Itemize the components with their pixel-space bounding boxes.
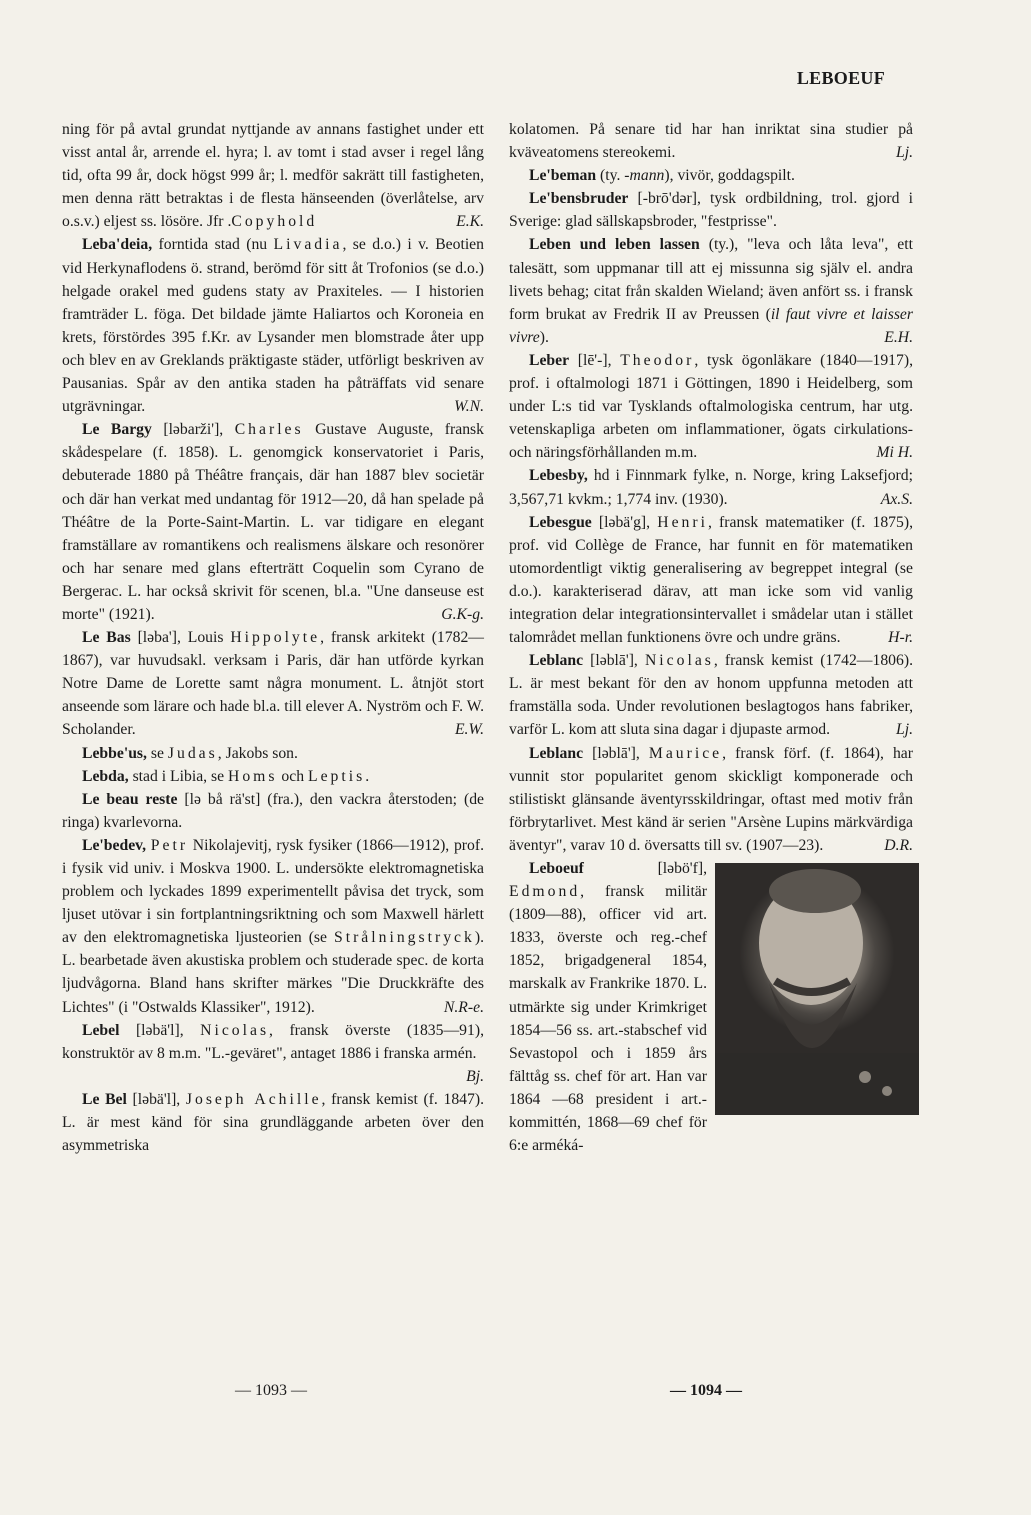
entry-spaced-name: Joseph Achille <box>185 1090 322 1108</box>
entry-text: , fransk kemist (1742—1806). L. är mest bekant för den av honom uppfunna metoden att framställa soda. Under revolutionen beslagtogos hans fabriker, varför L. kom att sluta sina dagar i djupaste armod. <box>509 652 914 739</box>
entry-text: se <box>146 744 168 762</box>
entry-text: [lə bå rä'st] (fra.), den vackra återstoden; (de ringa) kvarlevorna. <box>62 790 484 831</box>
entry-text: [ləblā'], <box>583 652 645 670</box>
encyclopedia-entry <box>509 233 913 348</box>
entry-text: , Jakobs son. <box>217 744 298 762</box>
entry-headword: Le Bas <box>82 629 131 647</box>
entry-text: forntida stad (nu <box>152 236 274 254</box>
encyclopedia-entry <box>62 118 484 233</box>
encyclopedia-entry <box>509 742 913 857</box>
entry-text: [ləbarži'], <box>151 421 235 439</box>
entry-spaced-name: Strålningstryck <box>333 929 475 947</box>
entry-spaced-name: Hippolyte <box>230 629 321 647</box>
entry-spaced-name: Edmond <box>509 883 581 901</box>
entry-spaced-name: Livadia <box>273 236 343 254</box>
entry-text: , fransk militär (1809—88), officer vid art. 1833, överste och reg.-chef 1852, brigadgeneral 1854, marskalk av Frankrike 1870. L. utmärkte sig under Krimkriget 1854—56 ss. art.-stabschef vid Sevastopol och i 1859 års fälttåg ss. chef för art. Han var 1864 —68 president i art.-kommittén, 1868—69 chef för 6:e arméká- <box>509 883 707 1155</box>
entry-headword: Le Bel <box>82 1090 127 1108</box>
entry-text: [-brō'dər], tysk ordbildning, trol. gjord i Sverige: glad sällskapsbroder, "festprisse". <box>509 190 913 231</box>
entry-text: [ləba'], Louis <box>130 629 231 647</box>
entry-signature: Mi H. <box>876 444 913 462</box>
entry-text: (ty. <box>596 167 625 185</box>
right-column <box>509 118 913 1157</box>
encyclopedia-entry <box>62 765 484 788</box>
entry-text: , fransk kemist (f. 1847). L. är mest känd för sina grundläggande arbeten över den asymmetriska <box>62 1090 485 1155</box>
entry-headword: Leben und leben lassen <box>529 236 700 254</box>
entry-signature: H-r. <box>888 629 913 647</box>
entry-headword: Le'bensbruder <box>529 190 629 208</box>
entry-text: [ləbä'l], <box>119 1021 201 1039</box>
encyclopedia-entry <box>509 349 913 464</box>
entry-signature: W.N. <box>454 398 484 416</box>
page-number-right: — 1094 — <box>670 1382 742 1399</box>
entry-text: , tysk ögonläkare (1840—1917), prof. i oftalmologi 1871 i Göttingen, 1890 i Heidelberg, som under L:s tid var Tysklands oftalmologiska centrum, har utg. vetenskapliga arbeten om inflammationer, ögats cirkulations- och näringsförhållanden m.m. <box>509 351 913 462</box>
entry-spaced-name: Nicolas <box>644 652 714 670</box>
entry-signature: Bj. <box>466 1067 484 1085</box>
entry-text: [lē'-], <box>569 351 621 369</box>
entry-signature: Ax.S. <box>880 490 913 508</box>
entry-spaced-name: Charles <box>234 421 304 439</box>
encyclopedia-entry <box>62 233 484 418</box>
entry-headword: Leba'deia, <box>82 236 153 254</box>
encyclopedia-entry <box>62 788 484 834</box>
encyclopedia-entry <box>509 118 913 164</box>
entry-signature: N.R-e. <box>443 998 484 1016</box>
running-header: LEBOEUF <box>796 68 885 88</box>
entry-text: , fransk förf. (f. 1864), har vunnit stor popularitet genom skickligt komponerade och stilistiskt glänsande äventyrsskildringar, oftast med motiv från förbrytarlivet. Mest känd är serien "Arsène Lupins märkvärdiga äventyr", varav 10 d. översatts till sv. (1907—23). <box>509 744 913 854</box>
encyclopedia-entry <box>62 1088 484 1157</box>
entry-signature: E.K. <box>456 213 484 231</box>
entry-italic: il faut vivre et laisser vivre <box>509 305 913 346</box>
entry-headword: Leboeuf <box>529 860 584 877</box>
entry-text: ). L. bearbetade även akustiska problem och studerade spec. de korta ljudvågorna. Bland hans skrifter märkes "Die Druckkräfte des Lichtes" (i "Ostwalds Klassiker", 1912). <box>62 929 484 1016</box>
entry-spaced-name: Maurice <box>648 744 723 762</box>
entry-text: [ləbö'f], <box>583 860 707 877</box>
entry-italic: -mann <box>624 167 665 185</box>
entry-text: [ləbä'l], <box>126 1090 186 1108</box>
entry-signature: E.H. <box>884 328 913 346</box>
page-number-left: — 1093 — <box>235 1382 307 1399</box>
entry-headword: Leber <box>529 351 570 369</box>
encyclopedia-entry <box>509 164 913 187</box>
entry-spaced-name: Leptis <box>307 767 366 785</box>
entry-headword: Lebel <box>82 1021 120 1039</box>
entry-headword: Lebbe'us, <box>82 744 147 762</box>
entry-text: [ləblā'], <box>583 744 649 762</box>
entry-signature: E.W. <box>454 721 484 739</box>
encyclopedia-entry <box>509 857 913 1157</box>
entry-text: . <box>227 213 232 231</box>
encyclopedia-entry <box>62 834 484 1019</box>
entry-headword: Lebesgue <box>529 513 592 531</box>
entry-spaced-name: Homs <box>228 767 278 785</box>
entry-spaced-name: Copyhold <box>231 213 318 231</box>
entry-text: , fransk matematiker (f. 1875), prof. vid Collège de France, har funnit en för matematiken utomordentligt viktig generalisering av begreppet integral (se d.o.). karakteriserad därav, att man icke som vid vanlig integration delar integrationsintervallet i smådelar utan i stället talområdet mellan funktionens övre och undre gräns. <box>509 513 913 647</box>
entry-spaced-name: Theodor <box>620 351 695 369</box>
entry-text: Nikolajevitj, rysk fysiker (1866—1912), prof. i fysik vid univ. i Moskva 1900. L. undersökte elektromagnetiska problem och lyckades 1899 experimentellt påvisa det tryck, som ljuset utövar i sin fortplantningsriktning och som Maxwell härlett av den elektromagnetiska ljusteorien (se <box>62 836 485 947</box>
portrait-photo <box>715 863 919 1115</box>
entry-text: hd i Finnmark fylke, n. Norge, kring Laksefjord; 3,567,71 kvkm.; 1,774 inv. (1930). <box>509 467 913 508</box>
encyclopedia-entry <box>62 418 484 626</box>
entry-spaced-name: Petr <box>150 836 189 854</box>
encyclopedia-entry <box>509 464 913 510</box>
entry-headword: Le Bargy <box>82 421 152 439</box>
entry-headword: Lebesby, <box>529 467 588 485</box>
entry-spaced-name: Nicolas <box>200 1021 270 1039</box>
encyclopedia-entry <box>509 649 913 741</box>
entry-text: ), vivör, goddagspilt. <box>664 167 795 185</box>
encyclopedia-entry <box>62 626 484 741</box>
entry-headword: Leblanc <box>529 744 584 762</box>
entry-text: , fransk överste (1835—91), konstruktör av 8 m.m. "L.-geväret", antaget 1886 i franska armén. <box>62 1021 485 1062</box>
entry-signature: Lj. <box>895 144 913 162</box>
entry-signature: G.K-g. <box>441 605 484 623</box>
entry-headword: Leblanc <box>529 652 584 670</box>
entry-text: Gustave Auguste, fransk skådespelare (f. 1858). L. genomgick konservatoriet i Paris, debuterade 1880 på Théâtre français, där han 1887 blev societär och där han verkat med undantag för 1912—20, då han spelade på Théâtre de la Porte-Saint-Martin. L. var tidigare en elegant framställare av romantikens och realismens älskare och resonörer och har senare med glans efterträtt Coquelin som Cyrano de Bergerac. L. har också skrivit för scenen, bl.a. "Une danseuse est morte" (1921). <box>62 421 485 623</box>
entry-text: ). <box>539 328 549 346</box>
entry-signature: D.R. <box>884 836 913 854</box>
encyclopedia-entry <box>509 187 913 233</box>
entry-text: och <box>277 767 308 785</box>
entry-text: , se d.o.) i v. Beotien vid Herkynaflodens ö. strand, berömd för sitt åt Trofonios (se d.o.) helgade orakel med gudens staty av Praxiteles. — I historien framträder L. föga. Det bildade jämte Haliartos och Koroneia en krets, förstördes 395 f.Kr. av Lysander men blomstrade åter upp och blev en av Greklands präktigaste städer, utförligt beskriven av Pausanias. Spår av den antika staden ha påträffats vid senare utgrävningar. <box>62 236 484 416</box>
entry-text: , fransk arkitekt (1782—1867), var huvudsakl. verksam i Paris, där han utförde kyrkan Notre Dame de Lorette samt några monument. L. åtnjöt stort anseende som lärare och hade bl.a. till elever A. Nyström och F. W. Scholander. <box>62 629 484 739</box>
entry-headword: Le beau reste <box>82 790 178 808</box>
entry-text: kolatomen. På senare tid har han inriktat sina studier på kväveatomens stereokemi. <box>509 121 913 162</box>
entry-signature: Lj. <box>895 721 913 739</box>
entry-spaced-name: Judas <box>167 744 218 762</box>
entry-text: . <box>365 767 370 785</box>
encyclopedia-entry <box>62 1019 484 1088</box>
left-column <box>62 118 484 1157</box>
entry-text: (ty.), "leva och låta leva", ett talesätt, som uppmanar till att ej missunna sig själv el. andra livets behag; citat från skalden Wieland; även anfört ss. i fransk form brukat av Fredrik II av Preussen ( <box>509 236 913 323</box>
encyclopedia-entry <box>62 742 484 765</box>
entry-text: stad i Libia, se <box>128 767 228 785</box>
entry-headword: Le'beman <box>529 167 597 185</box>
encyclopedia-entry <box>509 511 913 650</box>
entry-spaced-name: Henri <box>657 513 708 531</box>
entry-text: [ləbä'g], <box>591 513 658 531</box>
entry-headword: Lebda, <box>82 767 129 785</box>
entry-text: ning för på avtal grundat nyttjande av annans fastighet under ett visst antal år, arrende el. hyra; l. av tomt i stad avser i regel lång tid, ofta 99 år, dock högst 999 år; l. medför sakrätt till fastigheten, men denna rätt betraktas i de flesta hänseenden (överlåtelse, arv o.s.v.) eljest ss. lösöre. Jfr <box>62 121 484 231</box>
entry-headword: Le'bedev, <box>82 836 147 854</box>
